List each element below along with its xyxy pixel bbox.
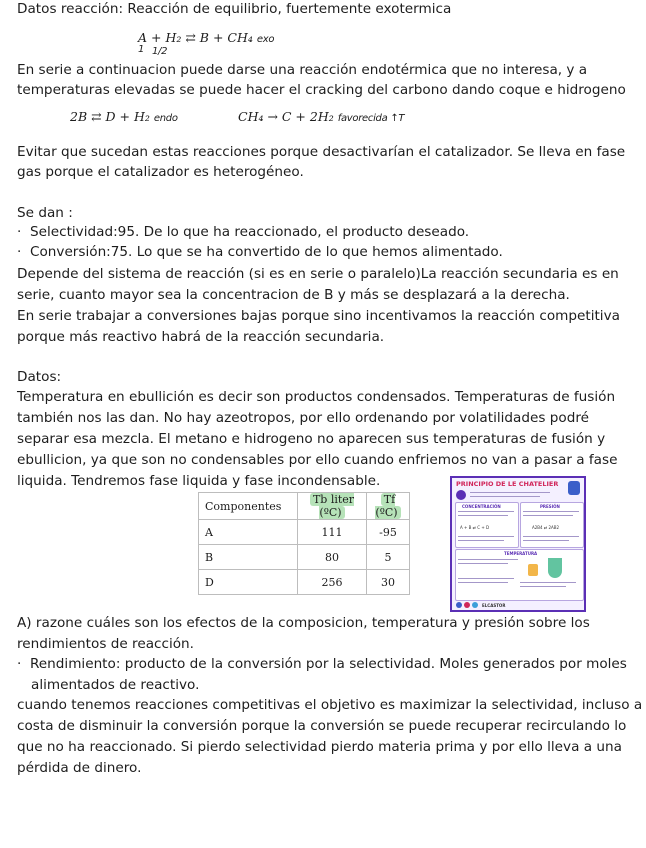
concentration-equation: A + B ⇄ C + D bbox=[460, 525, 490, 530]
paragraph-line: cuando tenemos reacciones competitivas el objetivo es maximizar la selectividad, incluso a bbox=[17, 697, 643, 713]
paragraph-line: gas porque el catalizador es heterogéneo. bbox=[17, 164, 304, 180]
paragraph-line: separar esa mezcla. El metano e hidrogeno no aparecen sus temperaturas de fusión y bbox=[17, 431, 606, 447]
paragraph-line: En serie a continuacion puede darse una reacción endotérmica que no interesa, y a bbox=[17, 62, 588, 78]
paragraph-line: serie, cuanto mayor sea la concentracion de B y más se desplazará a la derecha. bbox=[17, 287, 570, 303]
infographic-footer: ELCASTOR bbox=[482, 603, 506, 608]
flask-icon bbox=[548, 558, 562, 578]
paragraph-line: pérdida de dinero. bbox=[17, 760, 142, 776]
table-row: A 111 -95 bbox=[199, 520, 410, 545]
header-line: Datos reacción: Reacción de equilibrio, fuertemente exotermica bbox=[17, 1, 452, 17]
equation-main bbox=[138, 30, 274, 45]
equation-cracking bbox=[238, 109, 404, 124]
paragraph-line: Temperatura en ebullición es decir son productos condensados. Temperaturas de fusión bbox=[17, 389, 616, 405]
section-title: Se dan : bbox=[17, 205, 73, 221]
concentration-label: CONCENTRACIÓN bbox=[462, 504, 501, 509]
list-item: · Conversión:75. Lo que se ha convertido de lo que hemos alimentado. bbox=[17, 244, 503, 260]
equation-main-note: exo bbox=[256, 34, 275, 45]
paragraph-line: A) razone cuáles son los efectos de la composicion, temperatura y presión sobre los bbox=[17, 615, 590, 631]
list-item: · Rendimiento: producto de la conversión por la selectividad. Moles generados por moles bbox=[17, 656, 627, 672]
bullet-dot: · bbox=[17, 244, 30, 260]
coef-a: 1 bbox=[138, 44, 145, 55]
paragraph-line: rendimientos de reacción. bbox=[17, 636, 194, 652]
equation-secondary-note: endo bbox=[153, 113, 178, 124]
list-item: · Selectividad:95. De lo que ha reaccionado, el producto deseado. bbox=[17, 224, 470, 240]
coef-h2: 1/2 bbox=[152, 46, 168, 57]
infographic-title: PRINCIPIO DE LE CHATELIER bbox=[456, 480, 559, 488]
equation-cracking-formula: CH₄ → C + 2H₂ bbox=[238, 109, 334, 124]
equation-main-formula: A + H₂ ⇄ B + CH₄ bbox=[138, 30, 253, 45]
section-title: Datos: bbox=[17, 369, 62, 385]
temperature-label: TEMPERATURA bbox=[504, 551, 538, 556]
paragraph-line: ebullicion, ya que son no condensables por ello cuando enfriemos no van a pasar a fase bbox=[17, 452, 618, 468]
bullet-dot: · bbox=[17, 656, 30, 672]
table-header-cell: Tf (ºC) bbox=[367, 493, 410, 520]
social-icon bbox=[456, 602, 462, 608]
paragraph-line: temperaturas elevadas se puede hacer el cracking del carbono dando coque e hidrogeno bbox=[17, 82, 626, 98]
paragraph-line: liquida. Tendremos fase liquida y fase incondensable. bbox=[17, 473, 381, 489]
equation-cracking-note: favorecida ↑T bbox=[337, 113, 405, 124]
temperature-panel bbox=[455, 549, 584, 601]
social-icon bbox=[472, 602, 478, 608]
paragraph-line: también nos las dan. No hay azeotropos, por ello ordenando por volatilidades podré bbox=[17, 410, 590, 426]
table-row: D 256 30 bbox=[199, 570, 410, 595]
logo-icon bbox=[456, 490, 466, 500]
equation-secondary-formula: 2B ⇄ D + H₂ bbox=[70, 109, 150, 124]
pressure-label: PRESIÓN bbox=[540, 504, 560, 509]
social-icon bbox=[464, 602, 470, 608]
pressure-equation: A2B4 ⇄ 2AB2 bbox=[532, 525, 560, 530]
paragraph-line: que no ha reaccionado. Si pierdo selectividad pierdo materia prima y por ello lleva a una bbox=[17, 739, 622, 755]
equation-secondary bbox=[70, 109, 178, 124]
components-table bbox=[198, 492, 410, 595]
flask-icon bbox=[528, 564, 538, 576]
table-header-cell: Tb liter (ºC) bbox=[298, 493, 367, 520]
list-item-continuation: alimentados de reactivo. bbox=[31, 677, 200, 693]
table-header-cell: Componentes bbox=[199, 493, 298, 520]
paragraph-line: porque más reactivo habrá de la reacción secundaria. bbox=[17, 329, 385, 345]
flask-icon bbox=[568, 481, 580, 495]
paragraph-line: Depende del sistema de reacción (si es en serie o paralelo)La reacción secundaria es en bbox=[17, 266, 619, 282]
table-row: B 80 5 bbox=[199, 545, 410, 570]
bullet-dot: · bbox=[17, 224, 30, 240]
paragraph-line: costa de disminuir la conversión porque la conversión se puede recuperar recirculando lo bbox=[17, 718, 627, 734]
le-chatelier-infographic bbox=[450, 476, 586, 612]
paragraph-line: En serie trabajar a conversiones bajas porque sino incentivamos la reacción competitiva bbox=[17, 308, 620, 324]
paragraph-line: Evitar que sucedan estas reacciones porque desactivarían el catalizador. Se lleva en fase bbox=[17, 144, 626, 160]
table-header-row bbox=[199, 493, 410, 520]
